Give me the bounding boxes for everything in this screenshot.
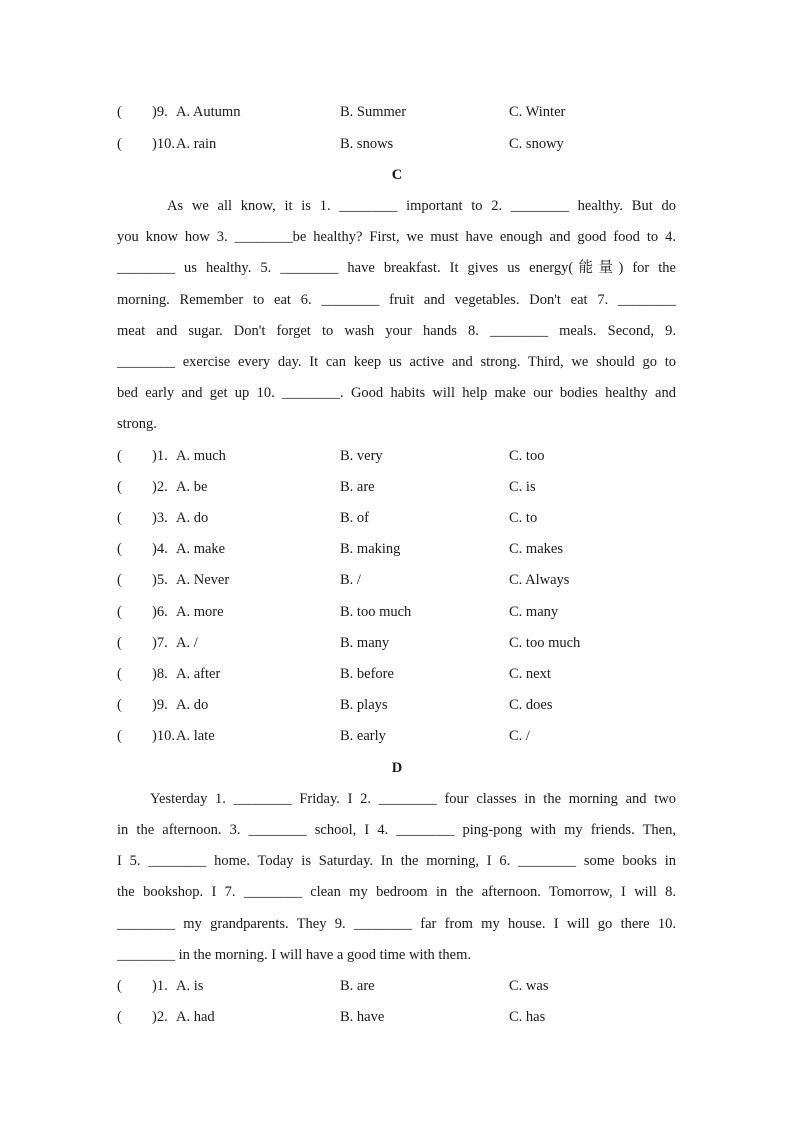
passage-line: you know how 3. ________be healthy? First, we must have enough and good food to 4. [117,229,676,245]
question-number: )1. [152,448,168,464]
question-row [117,477,677,497]
answer-bracket: ( [117,479,122,495]
option-b: B. before [340,666,394,682]
question-row [117,508,677,528]
option-a: A. be [176,479,208,495]
question-number: )7. [152,635,168,651]
passage-line: the bookshop. I 7. ________ clean my bedroom in the afternoon. Tomorrow, I will 8. [117,884,676,900]
option-a: A. make [176,541,226,557]
option-a: A. late [176,728,215,744]
option-a: A. / [176,635,198,651]
option-c: C. / [509,728,530,744]
answer-bracket: ( [117,978,122,994]
option-c: C. snowy [509,136,564,152]
option-a: A. do [176,510,209,526]
option-c: C. too [509,448,545,464]
passage-line: ________ exercise every day. It can keep us active and strong. Third, we should go to [117,354,676,370]
answer-bracket: ( [117,448,122,464]
option-c: C. Always [509,572,570,588]
passage-line: Yesterday 1. ________ Friday. I 2. ________ four classes in the morning and two [150,791,676,807]
option-b: B. of [340,510,369,526]
answer-bracket: ( [117,541,122,557]
option-c: C. is [509,479,536,495]
question-row [117,726,677,746]
answer-bracket: ( [117,697,122,713]
option-b: B. very [340,448,383,464]
answer-bracket: ( [117,572,122,588]
section-heading-d: D [391,760,403,776]
option-b: B. Summer [340,104,407,120]
option-b: B. making [340,541,401,557]
answer-bracket: ( [117,666,122,682]
answer-bracket: ( [117,104,122,120]
option-a: A. rain [176,136,217,152]
option-c: C. was [509,978,549,994]
answer-bracket: ( [117,136,122,152]
question-row [117,976,677,996]
option-b: B. are [340,978,375,994]
option-a: A. do [176,697,209,713]
passage-line: ________ us healthy. 5. ________ have breakfast. It gives us energy(能量) for the [117,260,676,276]
option-c: C. Winter [509,104,566,120]
question-number: )2. [152,1009,168,1025]
option-b: B. many [340,635,390,651]
question-number: )9. [152,697,168,713]
question-row [117,633,677,653]
question-row [117,446,677,466]
passage-line: bed early and get up 10. ________. Good habits will help make our bodies healthy and [117,385,676,401]
answer-bracket: ( [117,728,122,744]
option-a: A. after [176,666,221,682]
passage-line: strong. [117,416,157,432]
passage-line: ________ in the morning. I will have a good time with them. [117,947,471,963]
question-row [117,102,677,122]
option-c: C. does [509,697,553,713]
passage-line: in the afternoon. 3. ________ school, I 4. ________ ping-pong with my friends. Then, [117,822,676,838]
section-heading-c: C [391,167,403,183]
question-number: )4. [152,541,168,557]
question-number: )1. [152,978,168,994]
question-row [117,664,677,684]
option-c: C. too much [509,635,581,651]
question-row [117,539,677,559]
question-number: )6. [152,604,168,620]
question-number: )9. [152,104,168,120]
option-b: B. / [340,572,361,588]
option-b: B. early [340,728,386,744]
option-c: C. makes [509,541,563,557]
answer-bracket: ( [117,510,122,526]
question-row [117,1007,677,1027]
option-b: B. snows [340,136,394,152]
question-number: )8. [152,666,168,682]
question-number: )5. [152,572,168,588]
option-b: B. have [340,1009,385,1025]
question-number: )10. [152,728,175,744]
question-number: )10. [152,136,175,152]
option-c: C. next [509,666,551,682]
option-a: A. had [176,1009,215,1025]
answer-bracket: ( [117,604,122,620]
passage-line: meat and sugar. Don't forget to wash your hands 8. ________ meals. Second, 9. [117,323,676,339]
option-a: A. Never [176,572,230,588]
question-row [117,570,677,590]
option-a: A. is [176,978,204,994]
answer-bracket: ( [117,1009,122,1025]
question-row [117,602,677,622]
passage-line: I 5. ________ home. Today is Saturday. In the morning, I 6. ________ some books in [117,853,676,869]
passage-line: As we all know, it is 1. ________ important to 2. ________ healthy. But do [167,198,676,214]
question-number: )2. [152,479,168,495]
question-number: )3. [152,510,168,526]
option-a: A. more [176,604,224,620]
question-row [117,134,677,154]
option-b: B. are [340,479,375,495]
option-a: A. much [176,448,226,464]
passage-line: ________ my grandparents. They 9. ________ far from my house. I will go there 10. [117,916,676,932]
answer-bracket: ( [117,635,122,651]
option-b: B. plays [340,697,388,713]
option-c: C. many [509,604,559,620]
option-a: A. Autumn [176,104,241,120]
option-c: C. has [509,1009,546,1025]
passage-line: morning. Remember to eat 6. ________ fruit and vegetables. Don't eat 7. ________ [117,292,676,308]
question-row [117,695,677,715]
option-c: C. to [509,510,538,526]
option-b: B. too much [340,604,412,620]
